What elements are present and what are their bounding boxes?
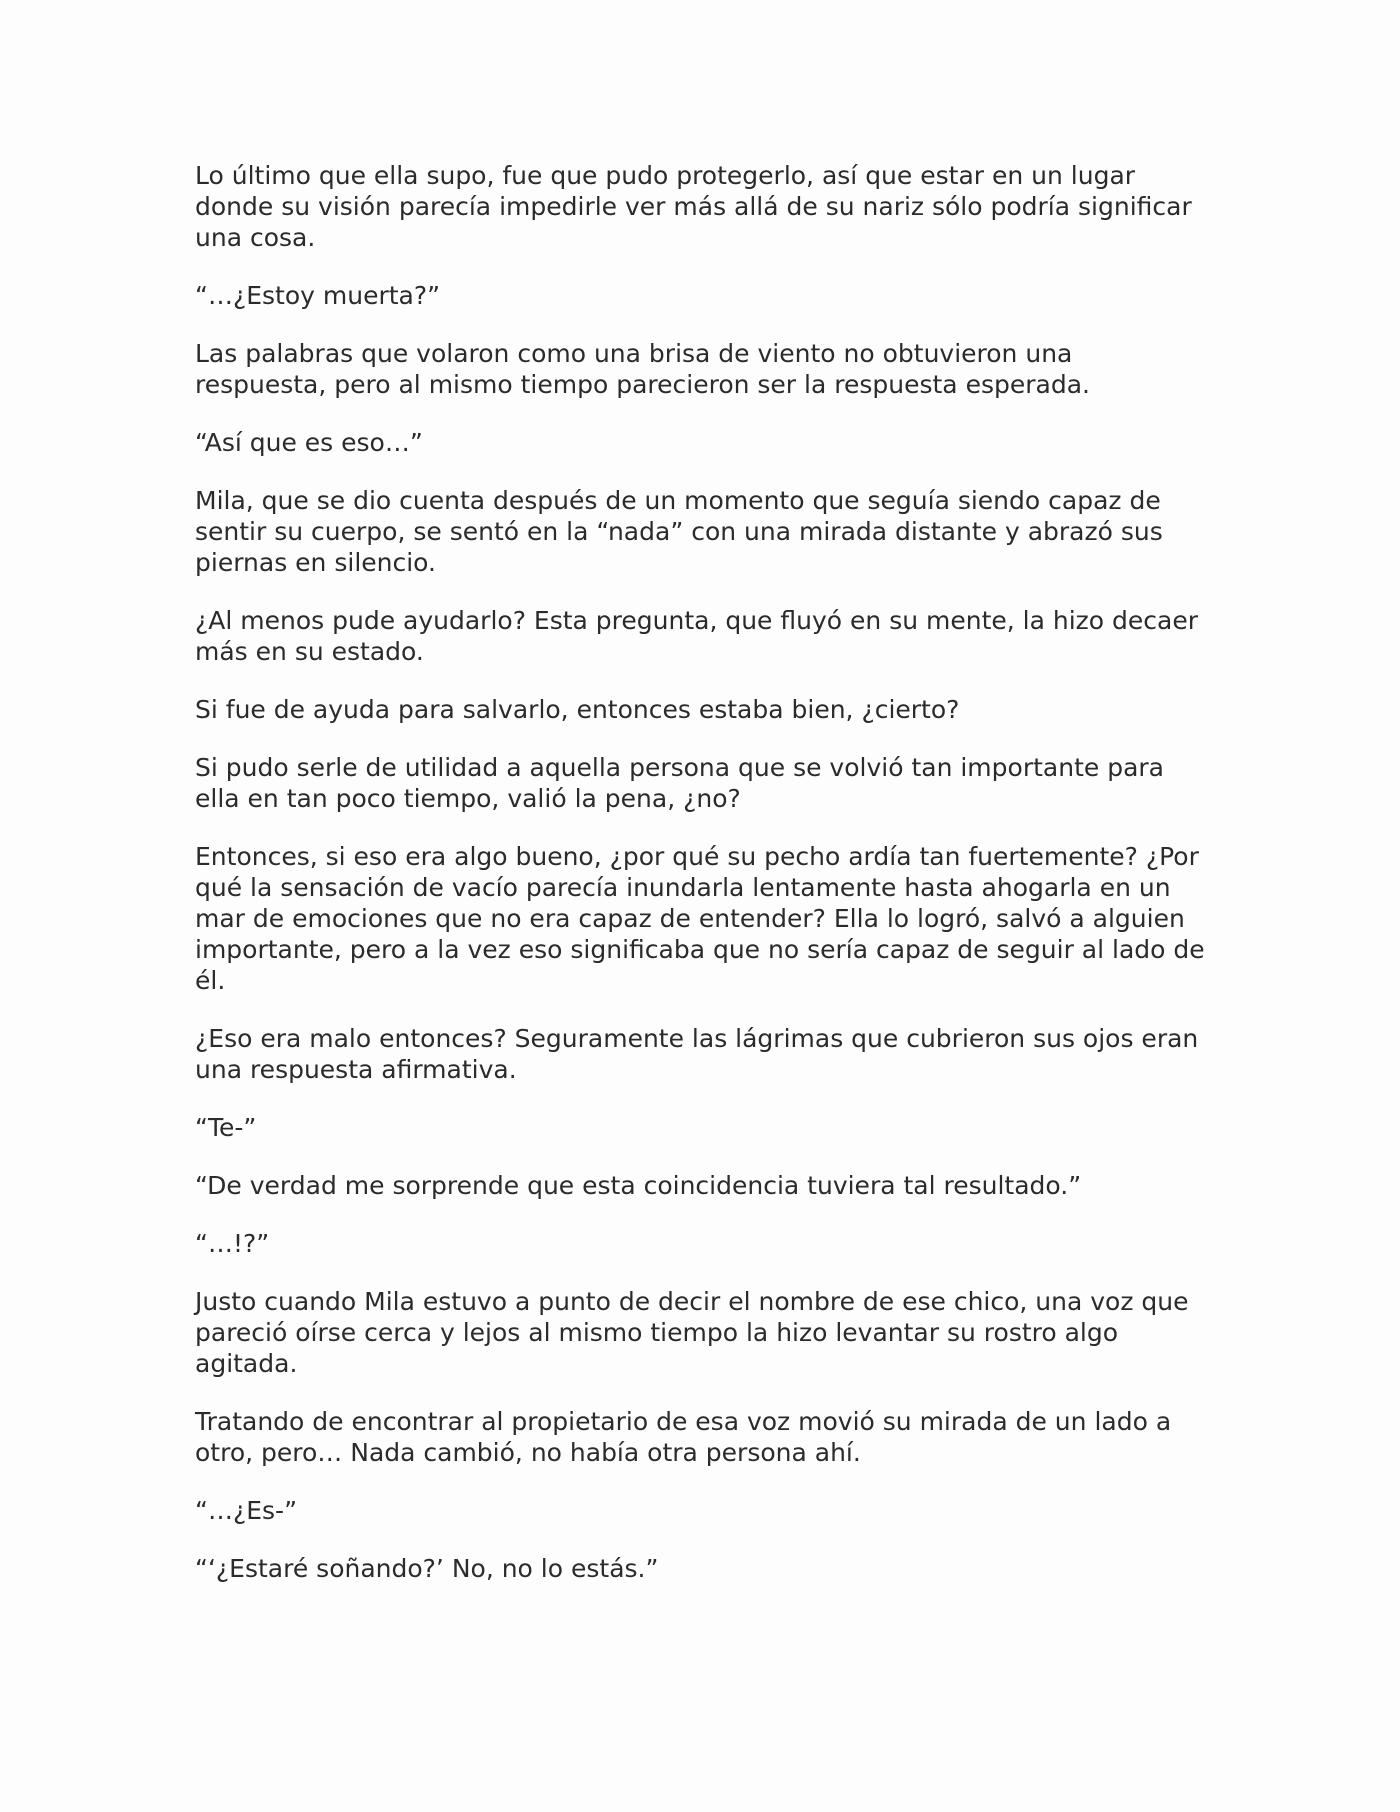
paragraph: “Así que es eso…” <box>195 428 423 457</box>
paragraph: Entonces, si eso era algo bueno, ¿por qué su pecho ardía tan fuertemente? ¿Por qué la sensación de vacío parecía inundarla lentamente hasta ahogarla en un mar de emociones que no era capaz de entender? Ella lo logró, salvó a alguien importante, pero a la vez eso significaba que no sería capaz de seguir al lado de él. <box>195 842 1205 995</box>
paragraph: Si fue de ayuda para salvarlo, entonces estaba bien, ¿cierto? <box>195 695 960 724</box>
paragraph: “…!?” <box>195 1229 270 1258</box>
paragraph: Tratando de encontrar al propietario de esa voz movió su mirada de un lado a otro, pero… Nada cambió, no había otra persona ahí. <box>195 1407 1172 1467</box>
paragraph: “‘¿Estaré soñando?’ No, no lo estás.” <box>195 1554 659 1583</box>
document-body <box>195 160 1210 1611</box>
paragraph: “De verdad me sorprende que esta coincidencia tuviera tal resultado.” <box>195 1171 1082 1200</box>
paragraph: ¿Eso era malo entonces? Seguramente las lágrimas que cubrieron sus ojos eran una respuesta afirmativa. <box>195 1024 1199 1084</box>
paragraph: “…¿Es-” <box>195 1496 298 1525</box>
paragraph: Lo último que ella supo, fue que pudo protegerlo, así que estar en un lugar donde su visión parecía impedirle ver más allá de su nariz sólo podría significar una cosa. <box>195 161 1192 252</box>
paragraph: Justo cuando Mila estuvo a punto de decir el nombre de ese chico, una voz que pareció oírse cerca y lejos al mismo tiempo la hizo levantar su rostro algo agitada. <box>195 1287 1189 1378</box>
paragraph: “Te-” <box>195 1113 257 1142</box>
paragraph: Las palabras que volaron como una brisa de viento no obtuvieron una respuesta, pero al mismo tiempo parecieron ser la respuesta esperada. <box>195 339 1090 399</box>
paragraph: Mila, que se dio cuenta después de un momento que seguía siendo capaz de sentir su cuerpo, se sentó en la “nada” con una mirada distante y abrazó sus piernas en silencio. <box>195 486 1163 577</box>
paragraph: “…¿Estoy muerta?” <box>195 281 441 310</box>
paragraph: ¿Al menos pude ayudarlo? Esta pregunta, que fluyó en su mente, la hizo decaer más en su estado. <box>195 606 1199 666</box>
paragraph: Si pudo serle de utilidad a aquella persona que se volvió tan importante para ella en tan poco tiempo, valió la pena, ¿no? <box>195 753 1164 813</box>
